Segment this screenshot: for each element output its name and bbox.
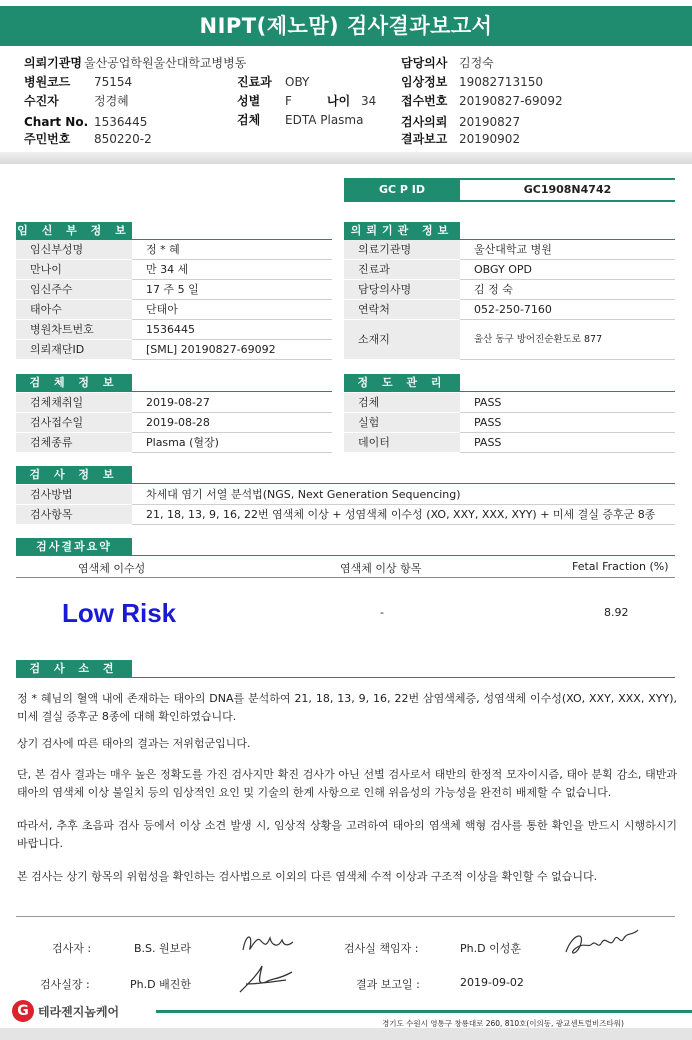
info-value: 1536445: [146, 323, 195, 336]
gcpid-value: GC1908N4742: [523, 183, 612, 196]
row-divider: [460, 452, 675, 453]
director-signature: [562, 924, 642, 960]
info-row: [16, 300, 332, 320]
header-recipient: 수진자 정경혜: [24, 94, 129, 108]
header-sex: 성별 F: [237, 94, 292, 108]
info-value: Plasma (혈장): [146, 436, 219, 449]
report-date-label: 결과 보고일 :: [356, 978, 420, 991]
info-value: 052-250-7160: [474, 303, 552, 316]
info-value: 정 * 혜: [146, 243, 180, 256]
opinion-paragraph: 따라서, 추후 초음파 검사 등에서 이상 소견 발생 시, 임상적 상황을 고려하여 태아의 염색체 핵형 검사를 통한 확인을 반드시 시행하시기 바랍니다.: [17, 819, 677, 850]
header-request-date: 검사의뢰 20190827: [401, 115, 521, 129]
info-row: [16, 433, 332, 453]
opinion-paragraph: 상기 검사에 따른 태아의 결과는 저위험군입니다.: [17, 737, 251, 750]
info-value: 차세대 염기 서열 분석법(NGS, Next Generation Sequencing): [146, 488, 461, 501]
info-value: 만 34 세: [146, 263, 189, 276]
header-institution: 의뢰기관명 울산공업학원울산대학교병병동: [24, 56, 247, 70]
opinion-paragraph: 정 * 혜님의 혈액 내에 존재하는 태아의 DNA를 분석하여 21, 18, 13, 9, 16, 22번 삼염색체증, 성염색체 이수성(XO, XXY, XXX, XYY), 미세 결실 증후군 8종에 대해 확인하였습니다.: [17, 692, 677, 723]
summary-col-aneuploidy: 염색체 이수성: [78, 562, 146, 575]
header-doctor: 담당의사 김정숙: [401, 56, 494, 70]
summary-col-fetal-fraction: Fetal Fraction (%): [572, 560, 669, 573]
row-divider: [132, 452, 332, 453]
info-row: [16, 413, 332, 433]
opinion-paragraph: 단, 본 검사 결과는 매우 높은 정확도를 가진 검사지만 확진 검사가 아닌 선별 검사로서 태반의 한정적 모자이시즘, 태아 분획 감소, 태반과 태아의 염색체 이상 불일치 등의 임상적인 요인 및 기술의 한계 사항으로 인해 위음성의 가능성을 완전히 배제할 수 없습니다.: [17, 768, 677, 799]
info-label: 검체종류: [16, 433, 132, 453]
summary-header-line: [16, 577, 675, 578]
company-logo-icon: G: [12, 1000, 34, 1022]
summary-result: Low Risk: [62, 598, 177, 628]
info-value: 17 주 5 일: [146, 283, 199, 296]
info-label: 연락처: [344, 300, 460, 320]
info-label: 실험: [344, 413, 460, 433]
summary-abnormal-value: -: [380, 606, 384, 619]
info-row: [16, 260, 332, 280]
info-label: 검사항목: [16, 505, 132, 525]
director-name: Ph.D 이성훈: [460, 942, 521, 955]
info-row: [16, 393, 332, 413]
header-hospital-code: 병원코드 75154: [24, 75, 133, 89]
footer-line: [156, 1010, 692, 1013]
header-resident-no: 주민번호 850220-2: [24, 132, 152, 146]
header-age: 나이 34: [327, 94, 377, 108]
info-label: 임신부성명: [16, 240, 132, 260]
info-value: 김 정 숙: [474, 283, 513, 296]
section-summary: 검사결과요약: [16, 538, 132, 555]
section-specimen-info: 검 체 정 보: [16, 374, 132, 391]
info-label: 진료과: [344, 260, 460, 280]
header-clinical-info: 임상정보 19082713150: [401, 75, 543, 89]
info-row: [344, 320, 675, 360]
row-divider: [132, 359, 332, 360]
info-label: 담당의사명: [344, 280, 460, 300]
gcpid-bottom-line: [344, 200, 675, 202]
header-department: 진료과 OBY: [237, 75, 310, 89]
info-label: 검체: [344, 393, 460, 413]
section-test-info: 검 사 정 보: [16, 466, 132, 483]
info-label: 임신주수: [16, 280, 132, 300]
signature-top-line: [16, 916, 675, 917]
report-title: NIPT(제노맘) 검사결과보고서: [0, 6, 692, 46]
row-divider: [460, 359, 675, 360]
info-value: 울산대학교 병원: [474, 243, 552, 256]
section-line: [16, 677, 675, 678]
info-label: 데이터: [344, 433, 460, 453]
header-report-date: 결과보고 20190902: [401, 132, 521, 146]
info-row: [16, 240, 332, 260]
section-pregnant-info: 임 신 부 정 보: [17, 224, 131, 237]
info-label: 병원차트번호: [16, 320, 132, 340]
info-row: [344, 433, 675, 453]
info-label: 만나이: [16, 260, 132, 280]
info-label: 검사접수일: [16, 413, 132, 433]
chief-name: Ph.D 배진한: [130, 978, 191, 991]
info-label: 의뢰재단ID: [16, 340, 132, 360]
opinion-paragraph: 본 검사는 상기 항목의 위험성을 확인하는 검사법으로 이외의 다른 염색체 수적 이상과 구조적 이상을 확인할 수 없습니다.: [17, 870, 598, 883]
section-opinion: 검 사 소 견: [16, 660, 132, 677]
info-row: [16, 485, 675, 505]
info-value: 단태아: [146, 303, 178, 316]
header-receipt-no: 접수번호 20190827-69092: [401, 94, 563, 108]
info-label: 태아수: [16, 300, 132, 320]
chief-signature: [236, 962, 296, 998]
section-line: [344, 391, 675, 392]
chief-label: 검사실장 :: [40, 978, 90, 991]
footer-band: [0, 1028, 692, 1040]
info-label: 소재지: [344, 320, 460, 360]
info-value: 21, 18, 13, 9, 16, 22번 염색체 이상 + 성염색체 이수성 (XO, XXY, XXX, XYY) + 미세 결실 증후군 8종: [146, 508, 656, 521]
info-row: [344, 300, 675, 320]
info-value: PASS: [474, 396, 502, 409]
company-name: 테라젠지놈케어: [38, 1005, 120, 1019]
tester-signature: [238, 928, 298, 958]
gcpid-label: GC P ID: [344, 179, 460, 200]
info-row: [344, 280, 675, 300]
info-row: [16, 320, 332, 340]
tester-name: B.S. 원보라: [134, 942, 191, 955]
info-label: 검사방법: [16, 485, 132, 505]
info-row: [16, 280, 332, 300]
section-line: [16, 391, 332, 392]
info-row: [344, 240, 675, 260]
header-chart-no: Chart No. 1536445: [24, 115, 148, 129]
info-row: [16, 340, 332, 360]
info-row: [16, 505, 675, 525]
report-date-value: 2019-09-02: [460, 976, 524, 989]
section-qc: 정 도 관 리: [344, 374, 460, 391]
company-address: 경기도 수원시 영통구 창룡대로 260, 810호(이의동, 광교센트럴비즈타워): [382, 1019, 624, 1028]
header-specimen: 검체 EDTA Plasma: [237, 113, 364, 127]
summary-col-abnormal: 염색체 이상 항목: [340, 562, 422, 575]
tester-label: 검사자 :: [52, 942, 92, 955]
section-line: [16, 483, 675, 484]
row-divider: [132, 524, 675, 525]
info-value: 2019-08-28: [146, 416, 210, 429]
info-value: PASS: [474, 436, 502, 449]
info-row: [344, 260, 675, 280]
header-separator: [0, 152, 692, 164]
info-label: 검체채취일: [16, 393, 132, 413]
info-value: [SML] 20190827-69092: [146, 343, 276, 356]
summary-fetal-fraction-value: 8.92: [604, 606, 629, 619]
section-institution-info: 의뢰기관 정보: [344, 222, 460, 239]
info-value: 2019-08-27: [146, 396, 210, 409]
director-label: 검사실 책임자 :: [344, 942, 419, 955]
info-label: 의료기관명: [344, 240, 460, 260]
info-row: [344, 413, 675, 433]
section-line: [16, 555, 675, 556]
info-value: 울산 동구 방어진순환도로 877: [474, 334, 603, 345]
info-row: [344, 393, 675, 413]
info-value: OBGY OPD: [474, 263, 532, 276]
info-value: PASS: [474, 416, 502, 429]
